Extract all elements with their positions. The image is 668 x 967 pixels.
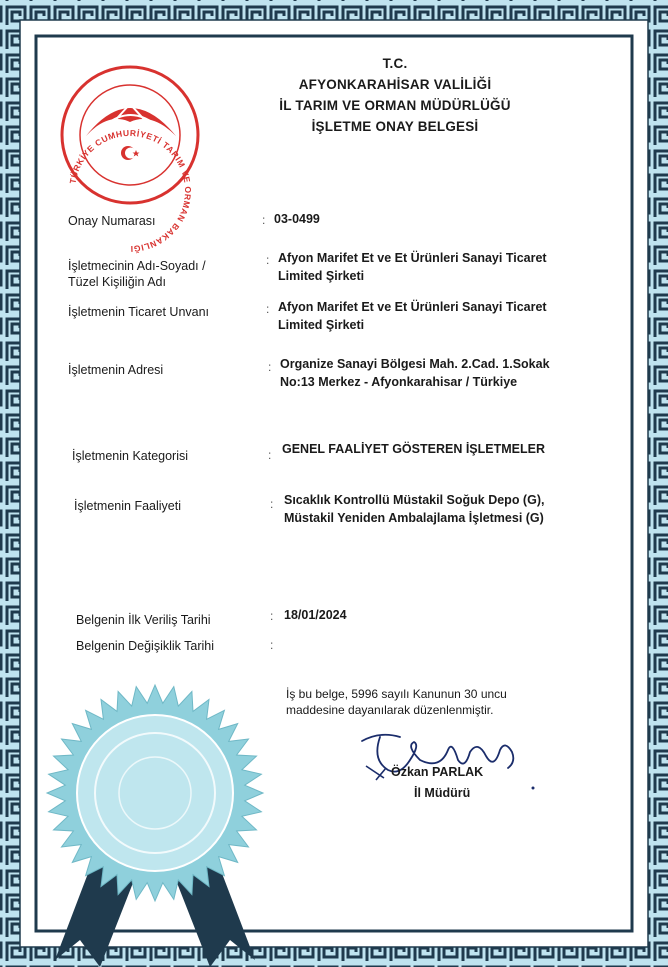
colon: :	[270, 638, 274, 652]
value-operator-name-line1: Afyon Marifet Et ve Et Ürünleri Sanayi Ticaret	[278, 251, 547, 265]
colon: :	[268, 360, 272, 374]
colon: :	[266, 253, 270, 267]
label-approval-number: Onay Numarası	[68, 214, 156, 228]
label-activity: İşletmenin Faaliyeti	[74, 499, 181, 513]
value-activity-line1: Sıcaklık Kontrollü Müstakil Soğuk Depo (G),	[284, 493, 545, 507]
value-operator-name-line2: Limited Şirketi	[278, 269, 365, 283]
value-trade-name-line2: Limited Şirketi	[278, 318, 365, 332]
label-address: İşletmenin Adresi	[68, 363, 164, 377]
signatory-title: İl Müdürü	[414, 786, 471, 800]
colon: :	[270, 497, 274, 511]
legal-note-line2: maddesine dayanılarak düzenlenmiştir.	[286, 703, 494, 717]
header-governorship: AFYONKARAHİSAR VALİLİĞİ	[298, 77, 492, 92]
colon: :	[268, 448, 272, 462]
header-document-title: İŞLETME ONAY BELGESİ	[311, 119, 479, 134]
value-address-line2: No:13 Merkez - Afyonkarahisar / Türkiye	[280, 375, 518, 389]
header-directorate: İL TARIM VE ORMAN MÜDÜRLÜĞÜ	[279, 98, 511, 113]
value-category: GENEL FAALİYET GÖSTEREN İŞLETMELER	[282, 442, 545, 456]
header-tc: T.C.	[382, 56, 408, 71]
label-trade-name: İşletmenin Ticaret Unvanı	[68, 305, 210, 319]
value-first-issue-date: 18/01/2024	[284, 608, 347, 622]
logo-ring-text: TÜRKİYE CUMHURİYETİ TARIM VE ORMAN BAKANLIĞI	[67, 127, 194, 255]
value-address-line1: Organize Sanayi Bölgesi Mah. 2.Cad. 1.Sokak	[280, 357, 550, 371]
label-category: İşletmenin Kategorisi	[72, 449, 189, 463]
value-trade-name-line1: Afyon Marifet Et ve Et Ürünleri Sanayi Ticaret	[278, 300, 547, 314]
label-operator-name-line2: Tüzel Kişiliğin Adı	[68, 275, 166, 289]
value-activity-line2: Müstakil Yeniden Ambalajlama İşletmesi (G)	[284, 511, 544, 525]
signatory-name: Özkan PARLAK	[391, 765, 484, 779]
label-operator-name-line1: İşletmecinin Adı-Soyadı /	[68, 259, 206, 273]
legal-note-line1: İş bu belge, 5996 sayılı Kanunun 30 uncu	[286, 687, 507, 701]
value-approval-number: 03-0499	[274, 212, 320, 226]
label-modification-date: Belgenin Değişiklik Tarihi	[76, 639, 215, 653]
colon: :	[262, 213, 266, 227]
label-first-issue-date: Belgenin İlk Veriliş Tarihi	[76, 613, 211, 627]
colon: :	[266, 302, 270, 316]
colon: :	[270, 609, 274, 623]
